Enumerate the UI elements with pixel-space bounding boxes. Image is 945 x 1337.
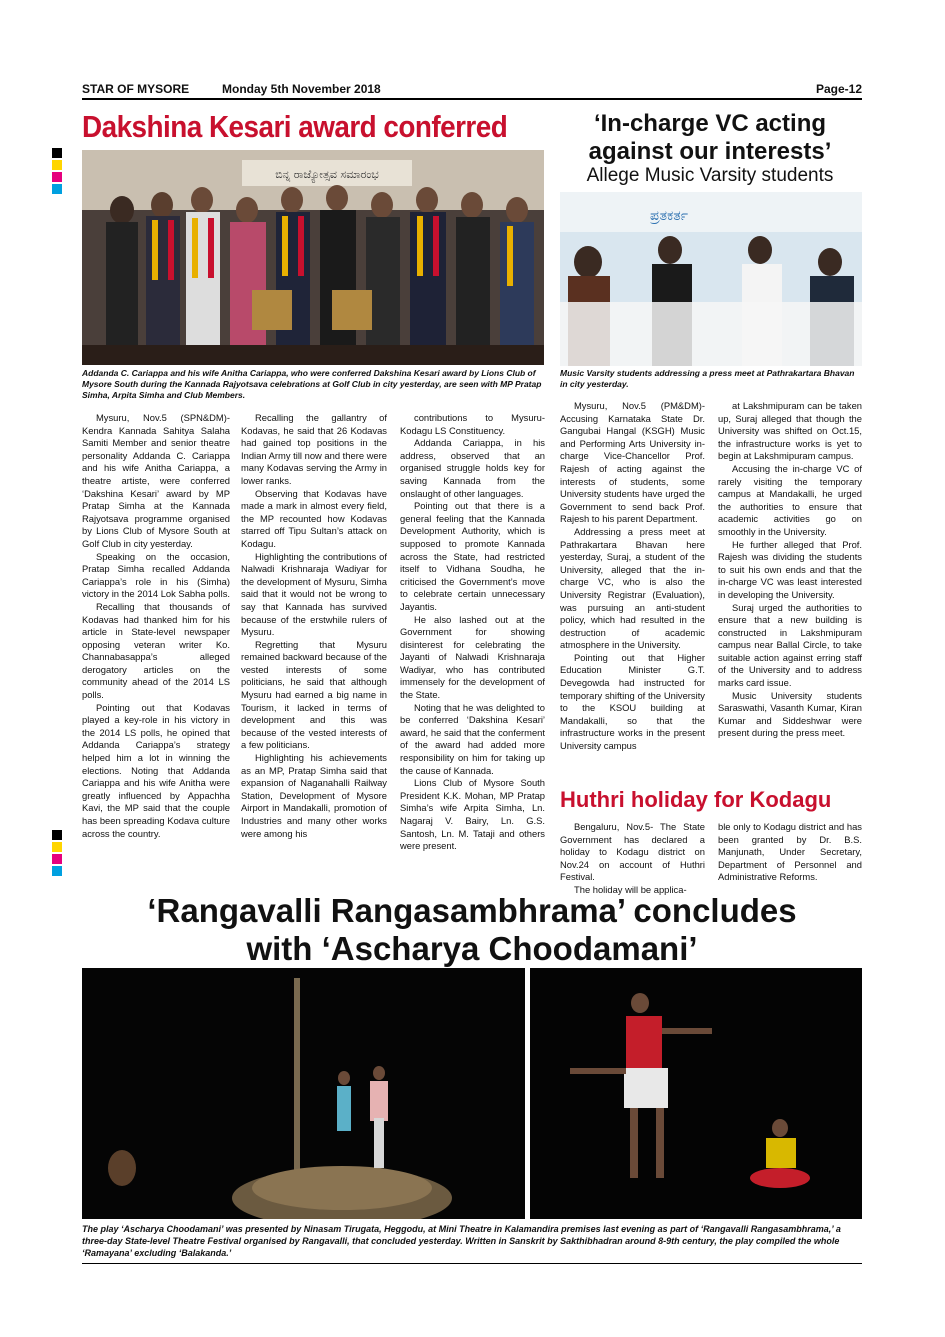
backdrop-text: ಪ್ರತಕರ್ತ [650,208,688,224]
paragraph: Pointing out that Higher Education Minister G.T. Devegowda had instructed for temporary shifting of the University to the KSOU building at Mandakalli, so that the infrastructure works in the present University campus [560,651,705,752]
award-group-photo [82,150,544,365]
paragraph: Recalling that thousands of Kodavas had thanked him for his article in State-level newspaper opposing veteran writer Ko. Channabasappa’s alleged derogatory articles on the community ahead of the 2014 LS polls. [82,600,230,701]
story2-column-1 [560,400,705,753]
paragraph: He also lashed out at the Government for showing disinterest for celebrating the Jayanti of Nalwadi Krishnaraja Wadiyar, who has contributed immensely for the development of the State. [400,613,545,701]
paragraph: Noting that he was delighted to be conferred ‘Dakshina Kesari’ award, he said that the conferment of the award had added more responsibility on him for taking up the cause of Kannada. [400,701,545,776]
paragraph: Addressing a press meet at Pathrakartara Bhavan here yesterday, Suraj, a student of the University, alleged that the in-charge VC, who is also the University Registrar (Evaluation), was pursuing an anti-student policy, which had resulted in the destruction of academic atmosphere in the University. [560,525,705,651]
banner-text: ಬಿನ್ನ ರಾಜ್ಯೋತ್ಸವ ಸಮಾರಂಭ [275,168,379,181]
paragraph: Highlighting his achievements as an MP, Pratap Simha said that expansion of Naganahalli Railway Station, Development of Mysore Airport in Mandakalli, promotion of Industries and many other works were among his [241,752,387,839]
story3-column-1 [560,821,705,897]
masthead [82,82,862,100]
paragraph: Mysuru, Nov.5 (PM&DM)- Accusing Karnataka State Dr. Gangubai Hangal (KSGH) Music and Performing Arts University in-charge Vice-Chancellor Prof. Rajesh of acting against the interests of students, some University students have urged the Government to send back Prof. Rajesh to his parent Department. [560,400,705,525]
story2-column-2 [718,400,862,740]
press-meet-photo [560,192,862,366]
story1-column-2 [241,412,387,840]
story2-subheadline: Allege Music Varsity students [586,165,834,186]
publication-name: STAR OF MYSORE [82,82,190,96]
paragraph: Speaking on the occasion, Pratap Simha recalled Addanda Cariappa’s role in his (Simha) victory in the 2014 Lok Sabha polls. [82,550,231,600]
bottom-rule [82,1263,862,1264]
paragraph: ble only to Kodagu district and has been granted by Dr. B.S. Manjunath, Under Secretary, Department of Personnel and Administrative Reforms. [718,821,862,883]
paragraph: Pointing out that Kodavas played a key-role in his victory in the 2014 LS polls, he opined that Addanda Cariappa’s strategy helped him a lot in winning the elections. Noting that Addanda Cariappa and his wife Anitha were greatly influenced by Appachha Kavi, the MP said that the couple has been spreading Kodava culture across the country. [82,701,230,839]
issue-date: Monday 5th November 2018 [222,82,381,96]
paragraph: at Lakshmipuram can be taken up, Suraj alleged that though the University was shifted on Oct.15, the infrastructure works is yet to begin at Lakshmipuram campus. [718,400,862,462]
story4-caption: The play ‘Ascharya Choodamani’ was presented by Ninasam Tirugata, Heggodu, at Mini Theatre in Kalamandira premises last evening as part of ‘Rangavalli Rangasambhrama,’ a three-day State-level Theatre Festival organised by Rangavalli, that concluded yesterday. Written in Sanskrit by Sakthibhadran around 8-9th century, the play compiled the whole ‘Ramayana’ excluding ‘Balakanda.’ [82,1224,841,1258]
page-number: Page-12 [815,82,862,96]
story2-caption: Music Varsity students addressing a press meet at Pathrakartara Bhavan in city yesterday. [560,368,855,389]
paragraph: Lions Club of Mysore South President K.K. Mohan, MP Pratap Simha’s wife Arpita Simha, Ln. Nagaraj V. Bairy, Ln. G.S. Santosh, Ln. M. Tataji and others were present. [400,777,545,852]
story3-column-2 [718,821,862,884]
paragraph: Recalling the gallantry of Kodavas, he said that 26 Kodavas had gained top positions in the Indian Army till now and there were many Kodavas serving the Army in lower ranks. [241,412,387,486]
headline-line: ‘Rangavalli Rangasambhrama’ concludes [147,892,797,929]
headline-line: with ‘Ascharya Choodamani’ [246,930,698,967]
play-stage-photo-right [530,968,862,1219]
paragraph: Regretting that Mysuru remained backward because of the vested interests of some politicians, he said that although Mysuru had earned a big name in Tourism, it lacked in terms of development and this was because of the vested interests of a few politicians. [241,638,387,751]
paragraph: Mysuru, Nov.5 (SPN&DM)- Kendra Kannada Sahitya Salaha Samiti Member and senior theatre personality Addanda C. Cariappa and his wife Anitha Cariappa, a theatre artiste, were conferred ‘Dakshina Kesari’ award by MP Pratap Simha at the Kannada Rajyotsava programme organised by Lions Club of Mysore South at Golf Club in city yesterday. [82,412,230,549]
paragraph: Bengaluru, Nov.5- The State Government has declared a holiday to Kodagu district on Nov.24 on account of Huthri Festival. [560,821,705,883]
paragraph: Observing that Kodavas have made a mark in almost every field, the MP recounted how Kodavas starred off Tipu Sultan’s attack on Kodagu. [241,487,387,549]
registration-marks-bottom [52,830,62,878]
paragraph: Accusing the in-charge VC of rarely visiting the temporary campus at Mandakalli, he urged the authorities to ensure that academic activities go on smoothly in the University. [718,462,862,537]
story2-headline: ‘In-charge VC acting against our interests’ [588,110,832,165]
story3-headline: Huthri holiday for Kodagu [560,787,832,812]
paragraph: The holiday will be applica- [574,883,687,895]
story1-column-3 [400,412,545,853]
story1-column-1 [82,412,230,840]
story1-headline: Dakshina Kesari award conferred [82,109,508,144]
paragraph: Music University students Saraswathi, Vasanth Kumar, Kiran Kumar and Siddeshwar were present during the press meet. [718,689,862,739]
registration-marks-top [52,148,62,196]
paragraph: Addanda Cariappa, in his address, observed that an organised struggle holds key for saving Kannada from the onslaught of other languages. [400,437,545,499]
paragraph: Pointing out that there is a general feeling that the Kannada Development Authority, which is supposed to promote Kannada across the State, had restricted itself to Vidhana Soudha, he criticised the Government’s move to celebrate certain unnecessary Jayantis. [400,500,545,612]
story4-headline [82,892,862,968]
paragraph: He further alleged that Prof. Rajesh was dividing the students to suit his own ends and that the in-charge VC was least interested in developing the University. [718,538,862,600]
paragraph: Highlighting the contributions of Nalwadi Krishnaraja Wadiyar for the development of Mysuru, Simha said that it would not be wrong to say that Kannada has survived because of the erstwhile rulers of Mysuru. [241,550,387,638]
paragraph: contributions to Mysuru-Kodagu LS Constituency. [400,412,545,436]
paragraph: Suraj urged the authorities to ensure that a new building is constructed in Lakshmipuram campus near Ballal Circle, to take suitable action against erring staff of the University and to address marks card issue. [718,601,862,689]
story1-caption: Addanda C. Cariappa and his wife Anitha Cariappa, who were conferred Dakshina Kesari award by Lions Club of Mysore South during the Kannada Rajyotsava celebrations at Golf Club in city yesterday, are seen with MP Pratap Simha, Arpita Simha and Club Members. [82,368,542,400]
play-stage-photo-left [82,968,525,1219]
